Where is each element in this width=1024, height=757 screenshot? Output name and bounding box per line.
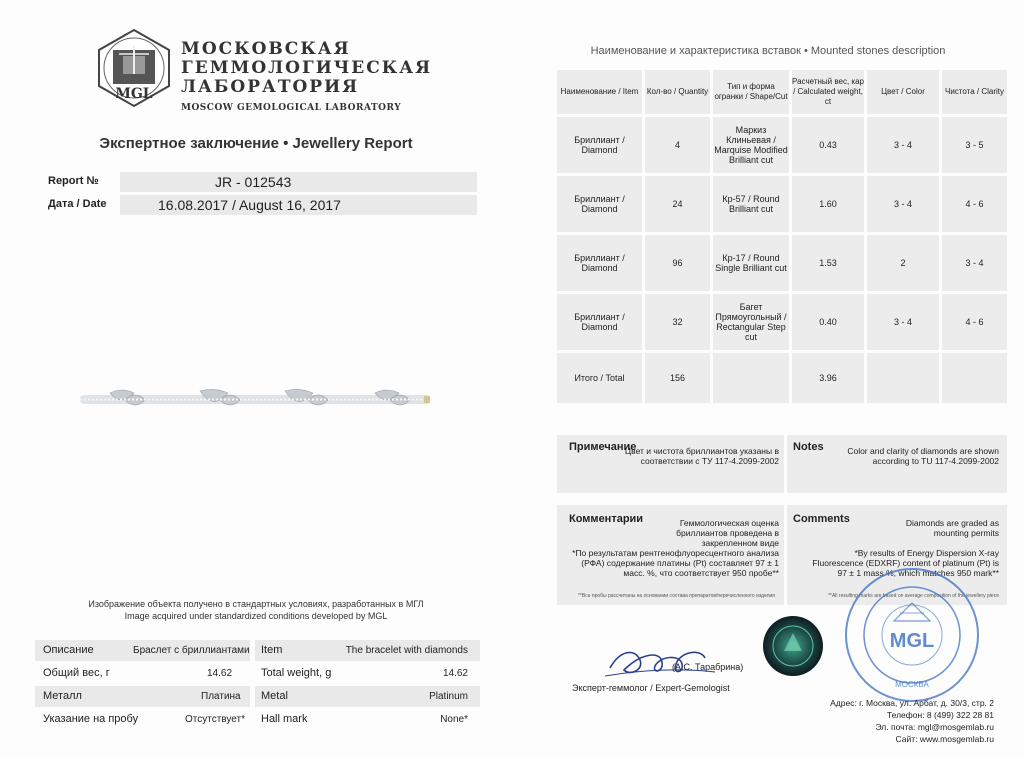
stone-cut: Кр-57 / Round Brilliant cut (722, 194, 780, 214)
stone-color: 3 - 4 (893, 317, 912, 327)
report-title: Экспертное заключение • Jewellery Report (99, 135, 413, 152)
desc-ru-value: Отсутствует* (185, 714, 245, 725)
header-color: Цвет / Color (881, 87, 925, 96)
desc-en-label: Metal (261, 690, 288, 702)
phone-line: Телефон: 8 (499) 322 28 81 (886, 710, 994, 720)
comments-ru-text-1: Геммологическая оценка бриллиантов проведена в закрепленном виде (676, 518, 779, 548)
image-note-ru: Изображение объекта получено в стандартных условиях, разработанных в МГЛ (88, 599, 424, 609)
stone-quantity: 96 (672, 258, 683, 268)
notes-ru-title: Примечание (569, 441, 637, 453)
stone-clarity: 3 - 4 (965, 258, 984, 268)
stone-weight: 0.43 (819, 140, 837, 150)
comments-ru-small: **Все пробы рассчитаны на основании состава препаратов/перечисленного изделия (577, 593, 775, 599)
desc-en-label: Hall mark (261, 713, 308, 725)
desc-ru-label: Указание на пробу (43, 713, 139, 725)
image-note (0, 598, 512, 622)
stone-weight: 1.53 (819, 258, 837, 268)
report-date-label: Дата / Date (48, 198, 107, 210)
logo-line-2: ГЕММОЛОГИЧЕСКАЯ (181, 58, 433, 78)
stone-weight: 0.40 (819, 317, 837, 327)
stones-header-row (557, 70, 1007, 114)
stone-clarity: 4 - 6 (965, 317, 984, 327)
header-clarity: Чистота / Clarity (944, 87, 1004, 96)
comments-en-text-2: *By results of Energy Dispersion X-ray Fluorescence (EDXRF) content of platinum (Pt) is 97 ± 1 mass %, which matches 950 mark** (812, 548, 999, 578)
header-quantity: Кол-во / Quantity (646, 87, 709, 96)
stone-color: 2 (900, 258, 906, 268)
stone-color: 3 - 4 (893, 140, 912, 150)
logo-text (181, 40, 432, 113)
expert-name: (А.С. Тарабрина) (672, 662, 744, 672)
report-date-row (48, 195, 478, 215)
report-number-label: Report № (48, 175, 99, 187)
desc-en-value: The bracelet with diamonds (345, 645, 468, 656)
image-note-en: Image acquired under standardized conditions developed by MGL (124, 611, 388, 621)
desc-ru-value: 14.62 (207, 668, 233, 679)
stone-cut: Багет Прямоугольный / Rectangular Step cut (715, 302, 787, 342)
email-line: Эл. почта: mgl@mosgemlab.ru (875, 722, 994, 732)
desc-ru-value: Браслет с бриллиантами (133, 645, 250, 656)
notes-ru-text: Цвет и чистота бриллиантов указаны в соответствии с ТУ 117-4.2099-2002 (624, 446, 779, 466)
desc-en-label: Item (261, 644, 283, 656)
stone-color: 3 - 4 (893, 199, 912, 209)
desc-ru-label: Описание (43, 644, 94, 656)
logo-subtitle: MOSCOW GEMOLOGICAL LABORATORY (181, 103, 402, 113)
stone-quantity: 32 (672, 317, 683, 327)
bracelet-image (80, 385, 430, 415)
desc-en-value: None* (440, 714, 468, 725)
svg-text:МОСКВА: МОСКВА (895, 680, 929, 689)
description-row (35, 709, 480, 730)
desc-en-value: 14.62 (442, 668, 468, 679)
address-line: Адрес: г. Москва, ул. Арбат, д. 30/3, стр. 2 (830, 698, 994, 708)
mgl-stamp-icon (842, 565, 982, 705)
desc-en-value: Platinum (429, 691, 468, 702)
total-label: Итого / Total (574, 373, 625, 383)
desc-en-label: Total weight, g (261, 667, 332, 679)
stone-item: Бриллиант / Diamond (574, 253, 625, 273)
stone-clarity: 3 - 5 (965, 140, 984, 150)
mgl-logo (95, 28, 433, 118)
header-cut: Тип и форма огранки / Shape/Cut (714, 82, 788, 101)
svg-text:MGL: MGL (889, 630, 935, 652)
stone-item: Бриллиант / Diamond (574, 135, 625, 155)
stone-weight: 1.60 (819, 199, 837, 209)
stone-item: Бриллиант / Diamond (574, 312, 625, 332)
header-weight: Расчетный вес, кар / Calculated weight, ct (792, 77, 864, 106)
comments-ru-text-2: *По результатам рентгенофлуоресцентного анализа (РФА) содержание платины (Pt) составляет 97 ± 1 масс. %, что соответствует 950 пробе** (572, 548, 779, 578)
logo-line-1: МОСКОВСКАЯ (181, 39, 351, 59)
stones-table (557, 70, 1007, 406)
desc-ru-value: Платина (201, 691, 241, 702)
header-item: Наименование / Item (560, 87, 639, 96)
total-weight: 3.96 (819, 373, 837, 383)
desc-ru-label: Металл (43, 690, 82, 702)
report-date-value: 16.08.2017 / August 16, 2017 (120, 195, 477, 215)
website-line: Сайт: www.mosgemlab.ru (895, 734, 994, 744)
total-quantity: 156 (669, 373, 686, 383)
description-row (35, 640, 480, 661)
stone-quantity: 24 (672, 199, 683, 209)
stones-title: Наименование и характеристика вставок • Mounted stones description (590, 45, 946, 57)
stone-clarity: 4 - 6 (965, 199, 984, 209)
table-row (557, 294, 1007, 350)
table-row (557, 176, 1007, 232)
right-page (512, 0, 1024, 757)
description-table (35, 640, 480, 732)
report-number-row (48, 172, 478, 192)
logo-line-3: ЛАБОРАТОРИЯ (181, 77, 360, 97)
comments-en-title: Comments (793, 513, 850, 525)
svg-text:MGL: MGL (115, 86, 153, 102)
comments-en-text-1: Diamonds are graded as mounting permits (905, 518, 999, 538)
description-row (35, 686, 480, 707)
stone-cut: Маркиз Клиньевая / Marquise Modified Brilliant cut (714, 125, 788, 165)
notes-box (557, 435, 1007, 493)
stone-quantity: 4 (674, 140, 680, 150)
notes-en-text: Color and clarity of diamonds are shown according to TU 117-4.2099-2002 (847, 446, 999, 466)
comments-ru-title: Комментарии (569, 513, 644, 525)
stone-item: Бриллиант / Diamond (574, 194, 625, 214)
report-number-value: JR - 012543 (120, 172, 477, 192)
notes-en-title: Notes (793, 441, 824, 453)
hologram-seal-icon (762, 615, 824, 677)
expert-label: Эксперт-геммолог / Expert-Gemologist (572, 683, 730, 693)
mgl-emblem-icon (95, 28, 173, 108)
lab-address (830, 697, 994, 745)
table-row (557, 117, 1007, 173)
table-row (557, 235, 1007, 291)
comments-en-small: **All resulting marks are based on average composition of the jewellery piece (828, 593, 999, 599)
stone-cut: Кр-17 / Round Single Brilliant cut (715, 253, 787, 273)
desc-ru-label: Общий вес, г (43, 667, 110, 679)
total-row (557, 353, 1007, 403)
description-row (35, 663, 480, 684)
